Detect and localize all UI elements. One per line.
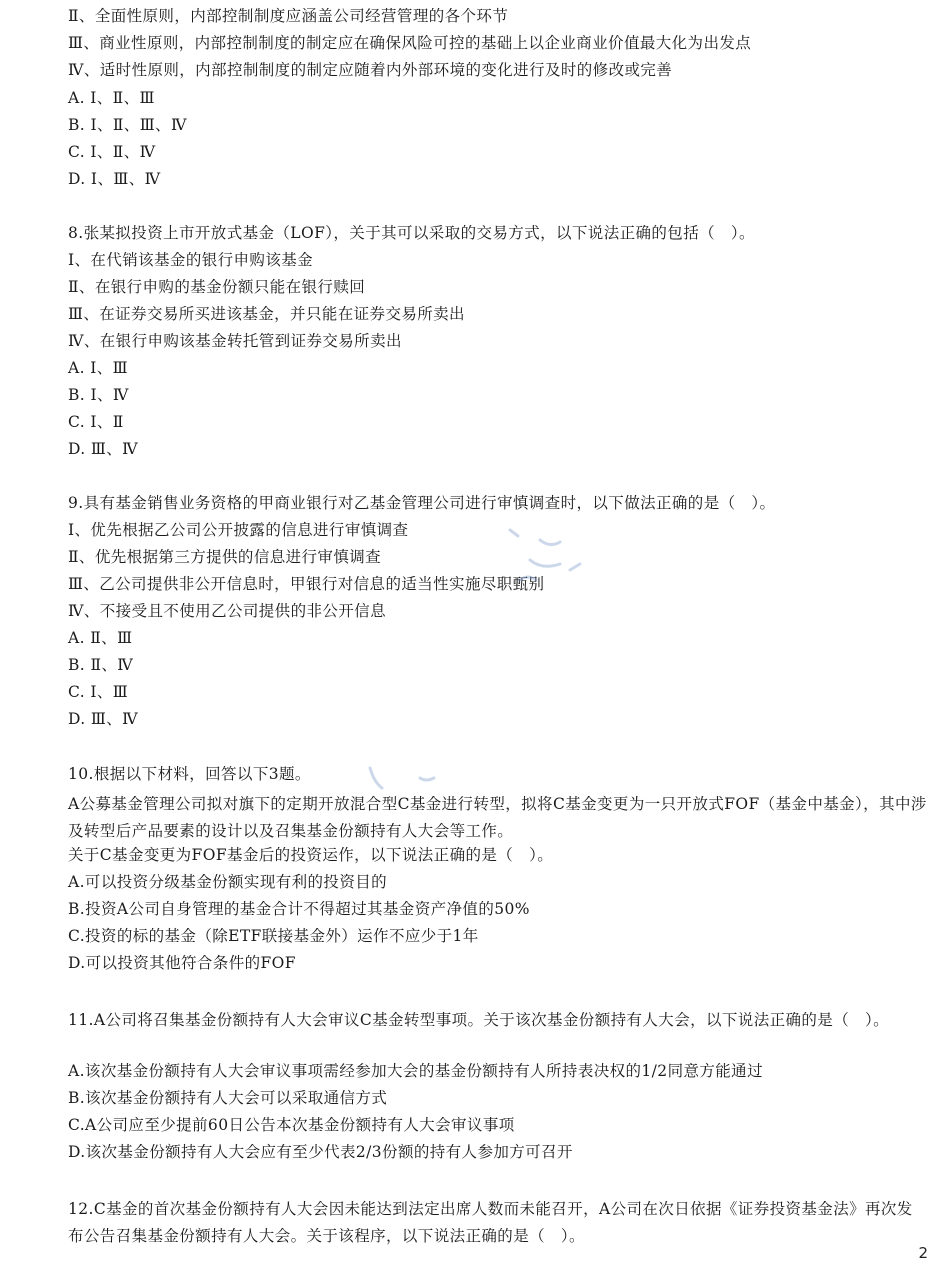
q11-option-c: C.A公司应至少提前60日公告本次基金份额持有人大会审议事项 [68, 1116, 515, 1134]
q7-item-4: Ⅳ、适时性原则，内部控制制度的制定应随着内外部环境的变化进行及时的修改或完善 [68, 61, 673, 79]
q9-item-4: Ⅳ、不接受且不使用乙公司提供的非公开信息 [68, 602, 386, 620]
q7-option-a: A. Ⅰ、Ⅱ、Ⅲ [68, 89, 155, 107]
q10-option-a: A.可以投资分级基金份额实现有利的投资目的 [68, 873, 388, 891]
q7-option-b: B. Ⅰ、Ⅱ、Ⅲ、Ⅳ [68, 116, 187, 134]
q9-option-c: C. Ⅰ、Ⅲ [68, 683, 129, 701]
q9-option-d: D. Ⅲ、Ⅳ [68, 710, 139, 728]
q7-item-2: Ⅱ、全面性原则，内部控制制度应涵盖公司经营管理的各个环节 [68, 7, 509, 25]
q7-item-3: Ⅲ、商业性原则，内部控制制度的制定应在确保风险可控的基础上以企业商业价值最大化为出发点 [68, 34, 752, 52]
q9-option-a: A. Ⅱ、Ⅲ [68, 629, 133, 647]
q10-material: A公募基金管理公司拟对旗下的定期开放混合型C基金进行转型，拟将C基金变更为一只开放式FOF（基金中基金），其中涉及转型后产品要素的设计以及召集基金份额持有人大会等工作。 [68, 795, 927, 840]
q11-option-b: B.该次基金份额持有人大会可以采取通信方式 [68, 1089, 388, 1107]
q10-option-b: B.投资A公司自身管理的基金合计不得超过其基金资产净值的50% [68, 900, 530, 918]
q9-stem: 9.具有基金销售业务资格的甲商业银行对乙基金管理公司进行审慎调查时，以下做法正确的是（ ）。 [68, 494, 776, 512]
q10-option-c: C.投资的标的基金（除ETF联接基金外）运作不应少于1年 [68, 927, 479, 945]
q12-stem: 12.C基金的首次基金份额持有人大会因未能达到法定出席人数而未能召开，A公司在次日依据《证券投资基金法》再次发布公告召集基金份额持有人大会。关于该程序，以下说法正确的是（ ）。 [68, 1200, 913, 1245]
q8-option-c: C. Ⅰ、Ⅱ [68, 413, 124, 431]
q11-option-a: A.该次基金份额持有人大会审议事项需经参加大会的基金份额持有人所持表决权的1/2同意方能通过 [68, 1062, 763, 1080]
q8-option-b: B. Ⅰ、Ⅳ [68, 386, 129, 404]
q9-item-3: Ⅲ、乙公司提供非公开信息时，甲银行对信息的适当性实施尽职甄别 [68, 575, 545, 593]
q7-option-c: C. Ⅰ、Ⅱ、Ⅳ [68, 143, 156, 161]
q8-stem: 8.张某拟投资上市开放式基金（LOF），关于其可以采取的交易方式，以下说法正确的包括（ ）。 [68, 224, 755, 242]
q10-question: 关于C基金变更为FOF基金后的投资运作，以下说法正确的是（ ）。 [68, 846, 554, 864]
q9-item-1: Ⅰ、优先根据乙公司公开披露的信息进行审慎调查 [68, 521, 409, 539]
q9-option-b: B. Ⅱ、Ⅳ [68, 656, 134, 674]
q11-stem: 11.A公司将召集基金份额持有人大会审议C基金转型事项。关于该次基金份额持有人大会，以下说法正确的是（ ）。 [68, 1011, 890, 1029]
q8-item-4: Ⅳ、在银行申购该基金转托管到证券交易所卖出 [68, 332, 402, 350]
q8-option-a: A. Ⅰ、Ⅲ [68, 359, 129, 377]
q8-option-d: D. Ⅲ、Ⅳ [68, 440, 139, 458]
q10-stem: 10.根据以下材料，回答以下3题。 [68, 765, 311, 783]
q8-item-1: Ⅰ、在代销该基金的银行申购该基金 [68, 251, 314, 269]
page-number: 2 [918, 1244, 928, 1262]
q8-item-2: Ⅱ、在银行申购的基金份额只能在银行赎回 [68, 278, 366, 296]
q10-option-d: D.可以投资其他符合条件的FOF [68, 954, 296, 972]
q11-option-d: D.该次基金份额持有人大会应有至少代表2/3份额的持有人参加方可召开 [68, 1143, 573, 1161]
q7-option-d: D. Ⅰ、Ⅲ、Ⅳ [68, 170, 161, 188]
q9-item-2: Ⅱ、优先根据第三方提供的信息进行审慎调查 [68, 548, 382, 566]
q8-item-3: Ⅲ、在证券交易所买进该基金，并只能在证券交易所卖出 [68, 305, 465, 323]
